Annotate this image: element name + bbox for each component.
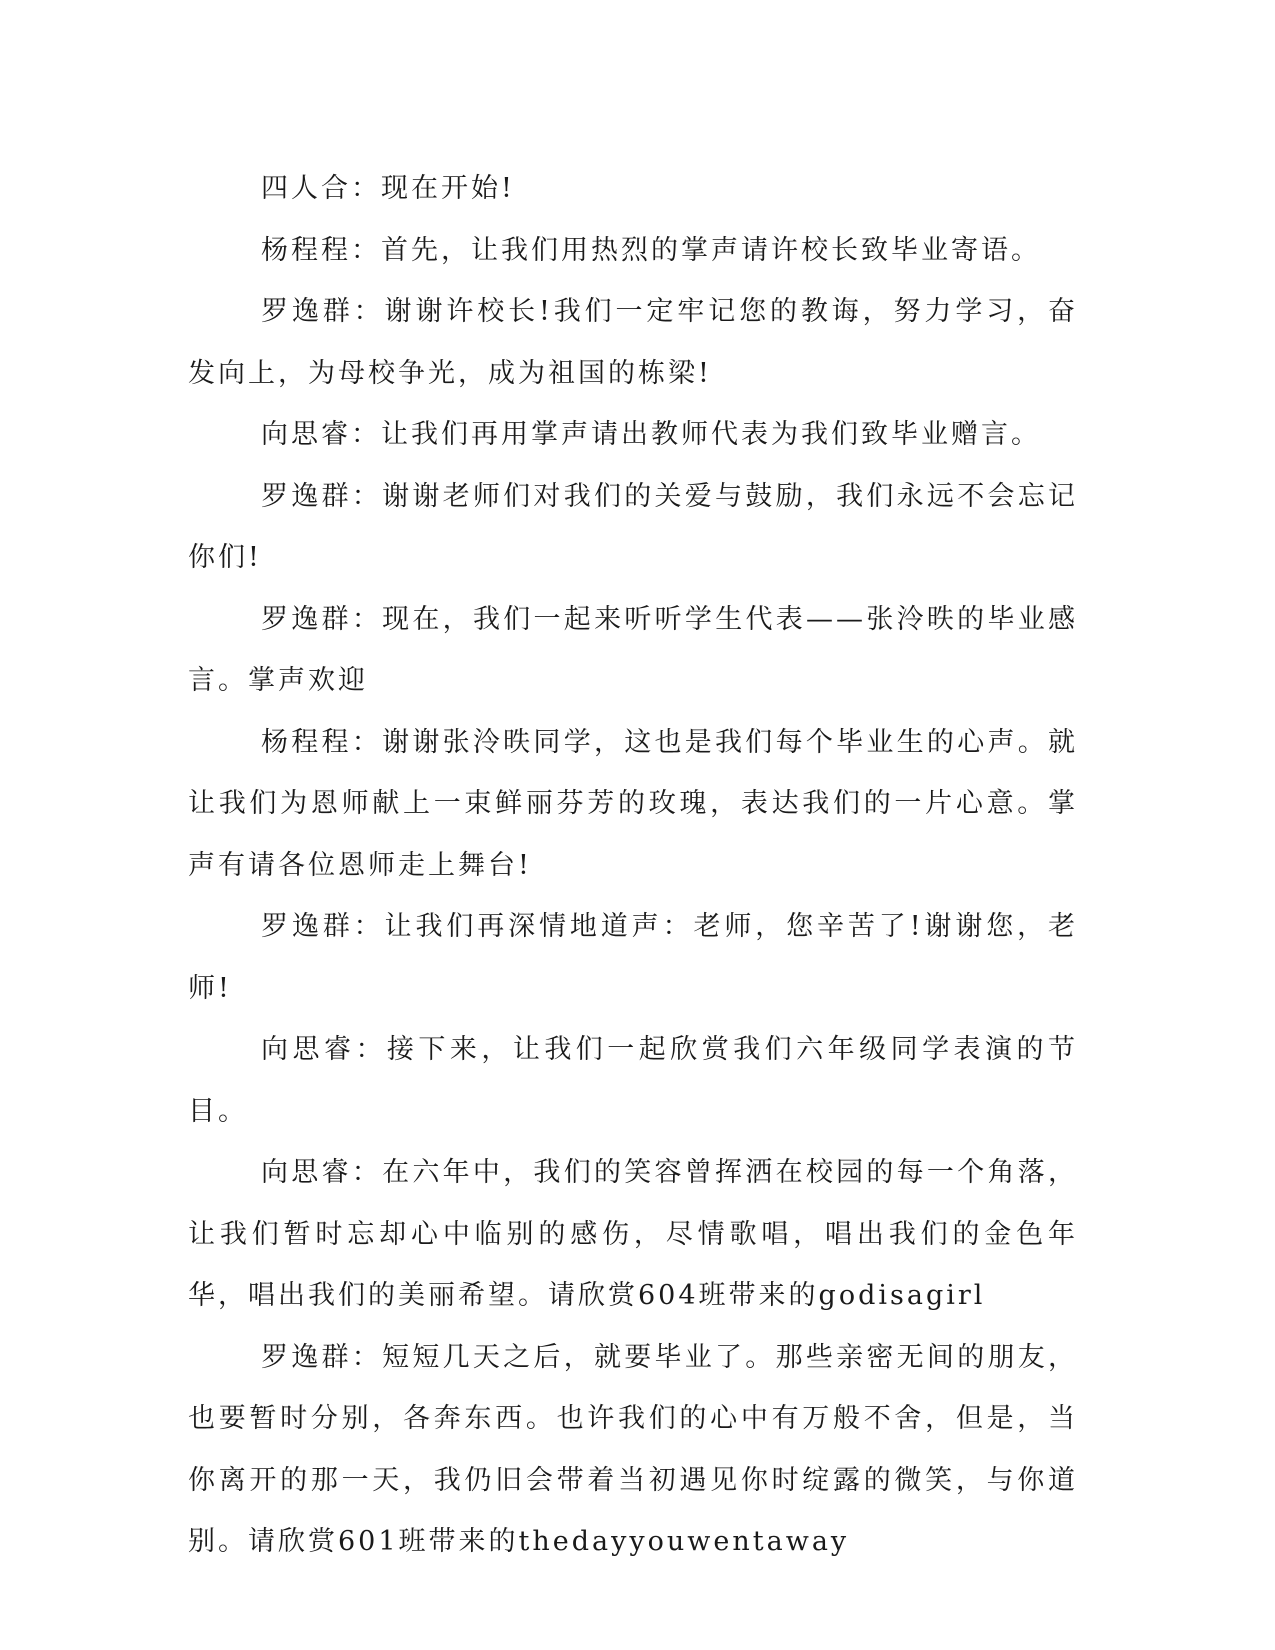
paragraph-5: 罗逸群：谢谢老师们对我们的关爱与鼓励，我们永远不会忘记你们!	[188, 480, 1078, 573]
paragraph-8: 罗逸群：让我们再深情地道声：老师，您辛苦了!谢谢您，老师!	[188, 911, 1078, 1004]
document-body	[188, 158, 1078, 1573]
paragraph-4: 向思睿：让我们再用掌声请出教师代表为我们致毕业赠言。	[261, 419, 1041, 450]
paragraph-9: 向思睿：接下来，让我们一起欣赏我们六年级同学表演的节目。	[188, 1034, 1078, 1127]
paragraph-7: 杨程程：谢谢张泠昳同学，这也是我们每个毕业生的心声。就让我们为恩师献上一束鲜丽芬芳的玫瑰，表达我们的一片心意。掌声有请各位恩师走上舞台!	[188, 726, 1078, 881]
paragraph-1: 四人合：现在开始!	[261, 173, 515, 204]
paragraph-11: 罗逸群：短短几天之后，就要毕业了。那些亲密无间的朋友，也要暂时分别，各奔东西。也许我们的心中有万般不舍，但是，当你离开的那一天，我仍旧会带着当初遇见你时绽露的微笑，与你道别。请欣赏601班带来的thedayyouwentaway	[188, 1341, 1078, 1557]
paragraph-3: 罗逸群：谢谢许校长!我们一定牢记您的教诲，努力学习，奋发向上，为母校争光，成为祖国的栋梁!	[188, 296, 1078, 389]
paragraph-6: 罗逸群：现在，我们一起来听听学生代表——张泠昳的毕业感言。掌声欢迎	[188, 603, 1078, 696]
paragraph-10: 向思睿：在六年中，我们的笑容曾挥洒在校园的每一个角落，让我们暂时忘却心中临别的感伤，尽情歌唱，唱出我们的金色年华，唱出我们的美丽希望。请欣赏604班带来的godisagirl	[188, 1157, 1078, 1311]
paragraph-2: 杨程程：首先，让我们用热烈的掌声请许校长致毕业寄语。	[261, 234, 1041, 266]
